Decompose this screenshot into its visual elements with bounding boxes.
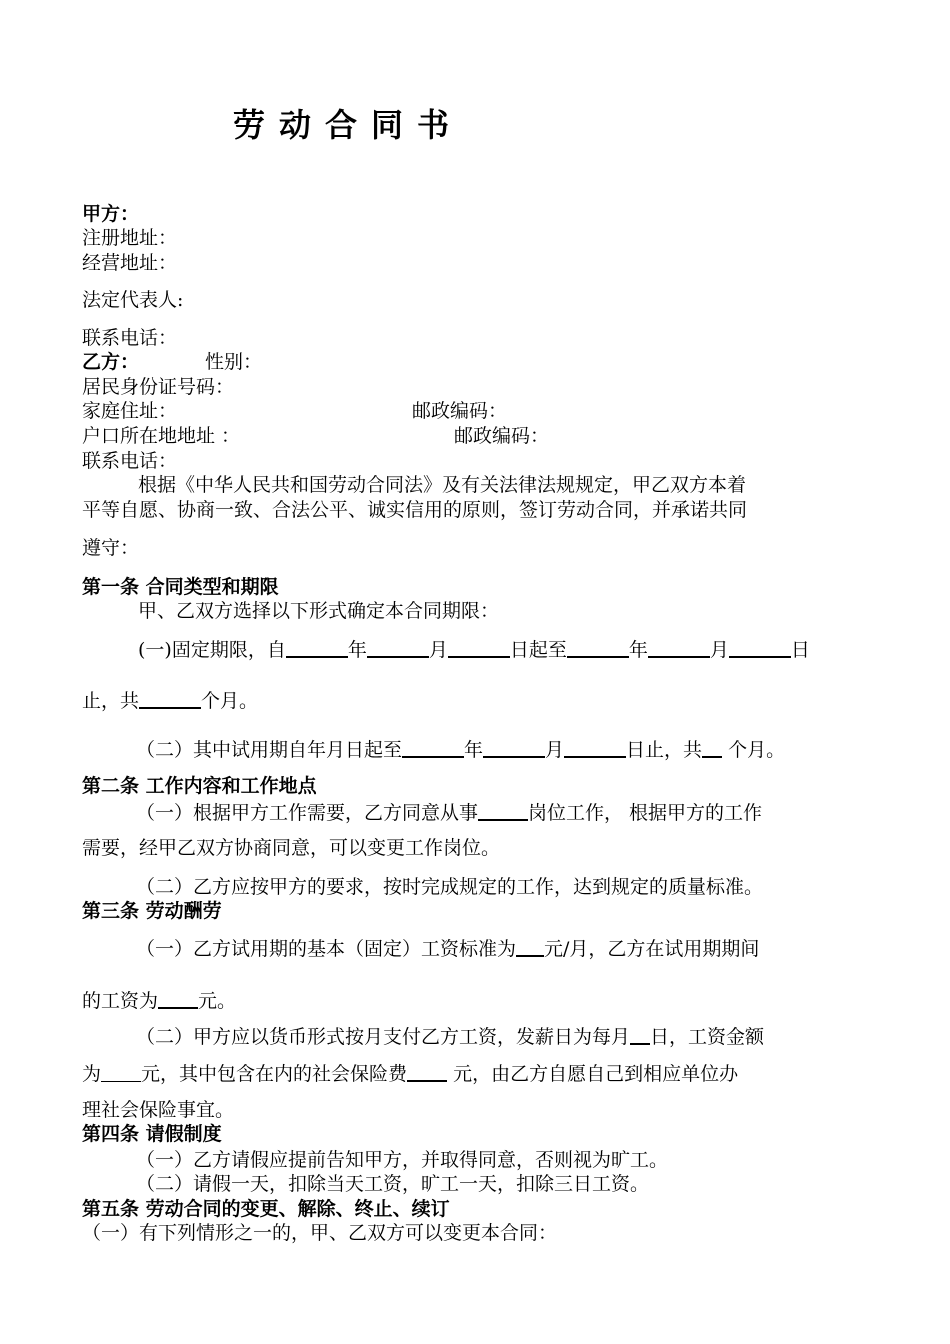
day-from-text: 日起至: [509, 639, 567, 661]
para-text: （一）乙方试用期的基本（固定）工资标准为: [136, 938, 517, 960]
preamble-line-3: 遵守：: [82, 537, 140, 559]
article-1-fixed-term: [138, 636, 810, 662]
year-text: 年: [347, 639, 367, 661]
blank: [564, 736, 626, 758]
party-a-legal-rep: 法定代表人:: [82, 289, 184, 311]
year-text: 年: [628, 639, 648, 661]
document-title: 劳动合同书: [233, 106, 464, 144]
blank: [407, 1060, 447, 1082]
preamble-line-2: 平等自愿、协商一致、合法公平、诚实信用的原则，签订劳动合同，并承诺共同: [82, 499, 748, 521]
article-2-heading: 第二条 工作内容和工作地点: [82, 775, 317, 797]
para-text: 岗位工作， 根据甲方的工作: [528, 802, 763, 824]
article-4-para-2: （二）请假一天，扣除当天工资，旷工一天，扣除三日工资。: [136, 1173, 650, 1195]
party-a-phone: 联系电话：: [82, 327, 178, 349]
party-b-gender: 性别：: [205, 351, 263, 373]
blank: [367, 636, 429, 658]
party-a-reg-address: 注册地址：: [82, 227, 178, 249]
blank: [516, 935, 544, 957]
para-text: 元。: [198, 990, 237, 1012]
day-end-text: 日止，共: [626, 739, 703, 761]
blank: [402, 736, 464, 758]
para-text: 的工资为: [82, 990, 159, 1012]
fixed-term-text: (一)固定期限，自: [138, 639, 286, 661]
article-1-intro: 甲、乙双方选择以下形式确定本合同期限：: [138, 600, 500, 622]
party-b-label: 乙方：: [82, 351, 140, 373]
blank: [286, 636, 348, 658]
para-text: （二）甲方应以货币形式按月支付乙方工资，发薪日为每月: [136, 1026, 631, 1048]
article-3-heading: 第三条 劳动酬劳: [82, 900, 222, 922]
party-b-hukou-address: 户口所在地地址 ：: [82, 425, 241, 447]
blank: [648, 636, 710, 658]
blank: [483, 736, 545, 758]
party-b-postcode-2: 邮政编码：: [454, 425, 550, 447]
article-4-heading: 第四条 请假制度: [82, 1123, 222, 1145]
blank: [729, 636, 791, 658]
blank: [101, 1061, 141, 1082]
year-text: 年: [464, 739, 484, 761]
party-b-postcode-1: 邮政编码：: [412, 400, 508, 422]
party-a-label: 甲方：: [82, 203, 140, 225]
party-b-id-number: 居民身份证号码：: [82, 376, 235, 398]
para-text: 日，工资金额: [650, 1026, 765, 1048]
month-text: 月: [709, 639, 729, 661]
article-3-para-2-cont: [82, 1060, 738, 1086]
article-1-heading: 第一条 合同类型和期限: [82, 576, 279, 598]
para-text: 元，其中包含在内的社会保险费: [141, 1063, 408, 1085]
article-3-para-2-end: 理社会保险事宜。: [82, 1099, 235, 1121]
blank: [567, 636, 629, 658]
months-text: 个月。: [201, 690, 259, 712]
blank: [139, 687, 201, 709]
article-2-para-1-cont: 需要，经甲乙双方协商同意，可以变更工作岗位。: [82, 837, 501, 859]
article-2-para-1: [136, 799, 762, 825]
article-3-para-1: [136, 935, 759, 961]
probation-text: （二）其中试用期自年月日起至: [136, 739, 403, 761]
article-5-para-1: （一）有下列情形之一的，甲、乙双方可以变更本合同：: [82, 1222, 558, 1244]
article-1-term-end: [82, 687, 258, 713]
party-b-phone: 联系电话：: [82, 450, 178, 472]
end-prefix-text: 止，共: [82, 690, 140, 712]
article-1-probation: [136, 736, 785, 762]
party-b-home-address: 家庭住址：: [82, 400, 178, 422]
blank: [478, 799, 528, 821]
months-text: 个月。: [722, 739, 786, 761]
article-3-para-2: [136, 1023, 764, 1049]
para-text: （一）根据甲方工作需要，乙方同意从事: [136, 802, 479, 824]
month-text: 月: [545, 739, 565, 761]
month-text: 月: [428, 639, 448, 661]
party-a-biz-address: 经营地址：: [82, 252, 178, 274]
para-text: 元/月，乙方在试用期期间: [544, 938, 760, 960]
article-4-para-1: （一）乙方请假应提前告知甲方，并取得同意，否则视为旷工。: [136, 1149, 669, 1171]
blank: [448, 636, 510, 658]
para-text: 元，由乙方自愿自己到相应单位办: [447, 1063, 739, 1085]
article-3-para-1-cont: [82, 987, 236, 1013]
article-2-para-2: （二）乙方应按甲方的要求，按时完成规定的工作，达到规定的质量标准。: [136, 876, 764, 898]
para-text: 为: [82, 1063, 102, 1085]
day-text: 日: [790, 639, 810, 661]
preamble-line-1: 根据《中华人民共和国劳动合同法》及有关法律法规规定，甲乙双方本着: [138, 474, 747, 496]
blank: [630, 1023, 650, 1045]
article-5-heading: 第五条 劳动合同的变更、解除、终止、续订: [82, 1198, 450, 1220]
blank: [158, 987, 198, 1009]
blank: [702, 736, 722, 758]
